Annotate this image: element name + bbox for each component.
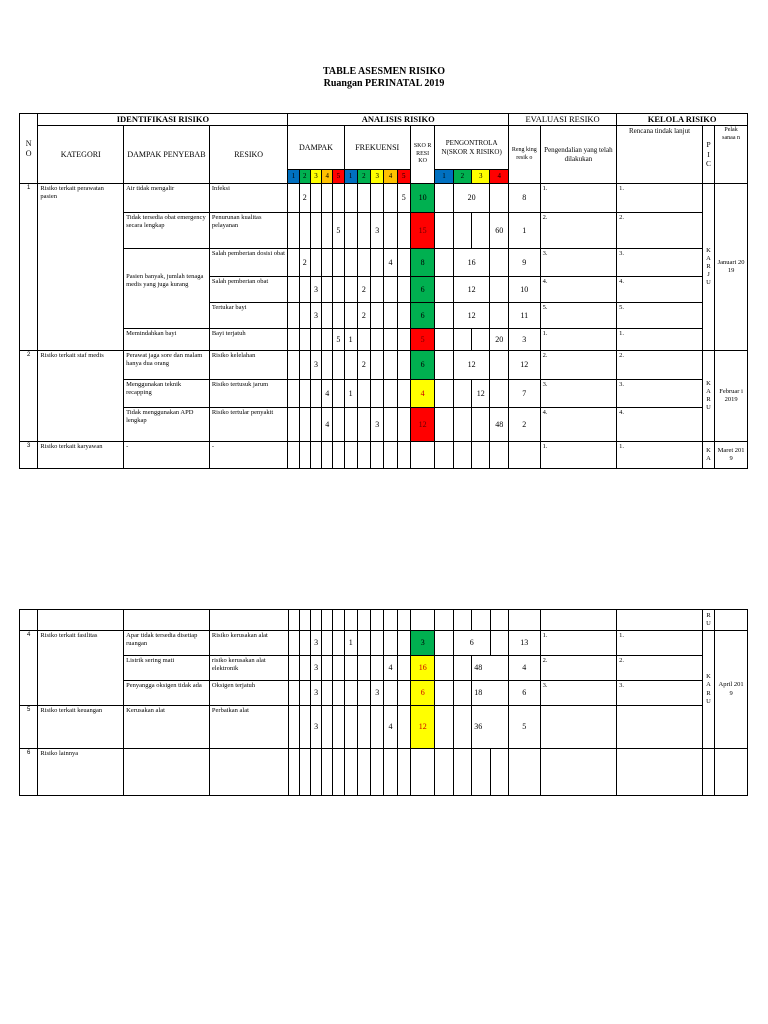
cell-rank: 13 <box>508 631 540 656</box>
cell-penyebab: Tidak tersedia obat emergency secara lengkap <box>124 213 210 249</box>
cell-ctrl: 12 <box>453 351 490 380</box>
cell-resiko: risiko kerusakan alat elektronik <box>209 656 288 681</box>
cell-penyebab: Penyangga oksigen tidak ada <box>124 681 210 706</box>
cell-rencana: 2. <box>617 213 703 249</box>
cell-pengendalian: 1. <box>540 442 617 469</box>
table-row <box>20 380 748 408</box>
cell-pengendalian: 1. <box>540 329 617 351</box>
cell-rank: 3 <box>508 329 540 351</box>
cell-pengendalian: 2. <box>540 351 617 380</box>
table-row <box>20 681 748 706</box>
cell-dampak: 2 <box>299 184 310 213</box>
table-row <box>20 442 748 469</box>
cell-frekuensi: 3 <box>371 408 384 442</box>
table-row <box>20 329 748 351</box>
table-row <box>20 249 748 277</box>
cell-penyebab: Tidak menggunakan APD lengkap <box>124 408 210 442</box>
cell-pengendalian: 3. <box>540 249 617 277</box>
cell-frekuensi: 2 <box>357 303 370 329</box>
cell-resiko: Risiko kelelahan <box>209 351 288 380</box>
group-no: 6 <box>20 749 38 796</box>
cell-rencana: 1. <box>617 442 703 469</box>
cell-pengendalian: 3. <box>540 380 617 408</box>
header-kategori: KATEGORI <box>38 126 124 184</box>
cell-dampak: 5 <box>333 213 344 249</box>
table-row <box>20 408 748 442</box>
cell-rencana: 1. <box>617 184 703 213</box>
header-rangking: Reng king resik o <box>508 126 540 184</box>
header-no: N O <box>20 114 38 184</box>
group-month: Februar i 2019 <box>715 351 748 442</box>
scale-frekuensi-3: 3 <box>371 170 384 184</box>
header-dampak: DAMPAK <box>288 126 344 170</box>
cell-ctrl: 36 <box>472 706 509 749</box>
cell-frekuensi: 3 <box>371 681 384 706</box>
header-pengendalian: Pengendalian yang telah dilakukan <box>540 126 617 184</box>
cell-skor: 4 <box>410 380 434 408</box>
scale-dampak-1: 1 <box>288 170 299 184</box>
cell-dampak: 5 <box>333 329 344 351</box>
header-analisis: ANALISIS RISIKO <box>288 114 509 126</box>
cell-dampak: 2 <box>299 249 310 277</box>
cell-resiko: Infeksi <box>209 184 288 213</box>
group-no: 4 <box>20 631 38 706</box>
table-row <box>20 706 748 749</box>
header-skor: SKO R RESI KO <box>410 126 434 184</box>
cell-pengendalian: 4. <box>540 408 617 442</box>
cell-rank: 7 <box>508 380 540 408</box>
cell-skor: 3 <box>410 631 435 656</box>
group-month: Januari 2019 <box>715 184 748 351</box>
cell-rank: 12 <box>508 351 540 380</box>
group-month: Maret 2019 <box>715 442 748 469</box>
cell-ctrl: 60 <box>490 213 509 249</box>
scale-dampak-5: 5 <box>333 170 344 184</box>
cell-resiko: Oksigen terjatuh <box>209 681 288 706</box>
cell-pengendalian: 2. <box>540 656 617 681</box>
cell-penyebab: Pasien banyak, jumlah tenaga medis yang juga kurang <box>124 249 210 329</box>
header-rencana: Rencana tindak lanjut <box>617 126 703 184</box>
cell-rank: 2 <box>508 408 540 442</box>
risk-table-page-2 <box>19 609 748 796</box>
cell-skor: 5 <box>410 329 434 351</box>
cell-rencana: 1. <box>617 329 703 351</box>
cell-ctrl: 6 <box>453 631 490 656</box>
table-row <box>20 631 748 656</box>
cell-rank: 4 <box>508 656 540 681</box>
cell-penyebab: - <box>124 442 210 469</box>
group-kategori: Risiko terkait keuangan <box>38 706 124 749</box>
header-dampak-penyebab: DAMPAK PENYEBAB <box>124 126 210 184</box>
cell-pengendalian: 1. <box>540 631 617 656</box>
header-pelaksanaan: Pelak sanaa n <box>715 126 748 184</box>
group-no: 3 <box>20 442 38 469</box>
cell-rencana: 1. <box>617 631 703 656</box>
cell-rencana: 3. <box>617 681 703 706</box>
cell-frekuensi: 4 <box>384 706 397 749</box>
cell-skor: 6 <box>410 277 434 303</box>
cell-resiko: Bayi terjatuh <box>209 329 288 351</box>
cell-rank: 5 <box>508 706 540 749</box>
cell-rencana: 3. <box>617 380 703 408</box>
cell-pengendalian: 2. <box>540 213 617 249</box>
scale-ctrl-1: 1 <box>435 170 453 184</box>
cell-frekuensi: 4 <box>384 249 397 277</box>
cell-penyebab: Kerusakan alat <box>124 706 210 749</box>
cell-frekuensi: 4 <box>384 656 397 681</box>
cell-frekuensi: 1 <box>344 631 357 656</box>
cell-rank: 8 <box>508 184 540 213</box>
cell-ctrl: 12 <box>472 380 490 408</box>
group-month: April 2019 <box>715 631 748 749</box>
cell-skor: 6 <box>410 681 435 706</box>
scale-ctrl-2: 2 <box>453 170 471 184</box>
group-no: 5 <box>20 706 38 749</box>
scale-frekuensi-4: 4 <box>384 170 397 184</box>
cell-frekuensi: 3 <box>371 213 384 249</box>
table-row <box>20 184 748 213</box>
scale-ctrl-3: 3 <box>472 170 490 184</box>
cell-rank: 6 <box>508 681 540 706</box>
cell-pengendalian: 5. <box>540 303 617 329</box>
page-title: TABLE ASESMEN RISIKO <box>322 66 446 77</box>
cell-pengendalian: 3. <box>540 681 617 706</box>
cell-ctrl: 12 <box>453 277 490 303</box>
cell-skor: 16 <box>410 656 435 681</box>
cell-dampak: 4 <box>322 380 333 408</box>
cell-rank: 11 <box>508 303 540 329</box>
cell-rank: 1 <box>508 213 540 249</box>
cell-rencana: 2. <box>617 656 703 681</box>
group-pic: K A R U <box>702 631 714 749</box>
scale-frekuensi-1: 1 <box>344 170 357 184</box>
cell-ctrl: 48 <box>472 656 509 681</box>
cell-frekuensi: 2 <box>357 351 370 380</box>
table-row <box>20 351 748 380</box>
group-pic: K A R U <box>702 351 714 442</box>
scale-frekuensi-5: 5 <box>397 170 410 184</box>
cell-ctrl: 16 <box>453 249 490 277</box>
scale-ctrl-4: 4 <box>490 170 509 184</box>
cell-skor: 8 <box>410 249 434 277</box>
cell-ctrl: 48 <box>490 408 509 442</box>
cell-dampak: 3 <box>310 681 321 706</box>
group-kategori: Risiko terkait staf medis <box>38 351 124 442</box>
cell-frekuensi: 2 <box>357 277 370 303</box>
cell-rencana: 3. <box>617 249 703 277</box>
cell-pengendalian: 4. <box>540 277 617 303</box>
cell-dampak: 3 <box>310 351 321 380</box>
cell-frekuensi: 1 <box>344 329 357 351</box>
cell-resiko: Salah pemberian dosisi obat <box>209 249 288 277</box>
cell-dampak: 4 <box>322 408 333 442</box>
cell-resiko: Risiko tertusuk jarum <box>209 380 288 408</box>
cell-penyebab: Listrik sering mati <box>124 656 210 681</box>
cell-resiko: Salah pemberian obat <box>209 277 288 303</box>
cell-skor: 12 <box>410 706 435 749</box>
table-row <box>20 656 748 681</box>
header-kelola: KELOLA RISIKO <box>617 114 748 126</box>
table-row <box>20 213 748 249</box>
scale-frekuensi-2: 2 <box>357 170 370 184</box>
cell-resiko: Perbaikan alat <box>209 706 288 749</box>
group-no: 1 <box>20 184 38 351</box>
scale-dampak-2: 2 <box>299 170 310 184</box>
group-kategori: Risiko terkait karyawan <box>38 442 124 469</box>
header-pengontrolan: PENGONTROLA N(SKOR X RISIKO) <box>435 126 509 170</box>
scale-dampak-4: 4 <box>322 170 333 184</box>
page-subtitle: Ruangan PERINATAL 2019 <box>323 78 445 89</box>
cell-ctrl: 20 <box>490 329 509 351</box>
cell-resiko: Penurunan kualitas pelayanan <box>209 213 288 249</box>
cell-rencana: 5. <box>617 303 703 329</box>
cell-dampak: 3 <box>310 706 321 749</box>
cell-resiko: Risiko tertular penyakit <box>209 408 288 442</box>
cell-penyebab: Apar tidak tersedia disetiap ruangan <box>124 631 210 656</box>
cell-frekuensi: 5 <box>397 184 410 213</box>
header-evaluasi: EVALUASI RESIKO <box>508 114 616 126</box>
cell-skor: 6 <box>410 303 434 329</box>
cell-skor: 10 <box>410 184 434 213</box>
cell-ctrl: 20 <box>453 184 490 213</box>
cell-skor: 15 <box>410 213 434 249</box>
cell-dampak: 3 <box>310 631 321 656</box>
cell-penyebab: Perawat jaga sore dan malam hanya dua orang <box>124 351 210 380</box>
group-no: 2 <box>20 351 38 442</box>
header-identifikasi: IDENTIFIKASI RISIKO <box>38 114 288 126</box>
cell-dampak: 3 <box>310 656 321 681</box>
cell-frekuensi: 1 <box>344 380 357 408</box>
cell-penyebab: Air tidak mengalir <box>124 184 210 213</box>
risk-table-page-1 <box>19 113 748 469</box>
group-pic: K A R J U <box>702 184 714 351</box>
group-kategori: Risiko terkait perawatan pasien <box>38 184 124 351</box>
cell-penyebab: Memindahkan bayi <box>124 329 210 351</box>
table-row <box>20 610 748 631</box>
pic-continuation: R U <box>702 610 714 631</box>
cell-dampak: 3 <box>310 277 321 303</box>
cell-penyebab: Menggunakan teknik recapping <box>124 380 210 408</box>
cell-rank: 10 <box>508 277 540 303</box>
group-kategori: Risiko terkait fasilitas <box>38 631 124 706</box>
header-pic: P I C <box>702 126 714 184</box>
cell-resiko: Tertukar bayi <box>209 303 288 329</box>
cell-rencana: 4. <box>617 408 703 442</box>
cell-dampak: 3 <box>310 303 321 329</box>
scale-dampak-3: 3 <box>310 170 321 184</box>
cell-skor: 6 <box>410 351 434 380</box>
cell-skor: 12 <box>410 408 434 442</box>
cell-rencana: 4. <box>617 277 703 303</box>
group-pic: K A <box>702 442 714 469</box>
cell-resiko: Risiko kerusakan alat <box>209 631 288 656</box>
cell-rencana: 2. <box>617 351 703 380</box>
cell-pengendalian: 1. <box>540 184 617 213</box>
table-row <box>20 749 748 796</box>
cell-resiko: - <box>209 442 288 469</box>
header-resiko: RESIKO <box>209 126 288 184</box>
header-frekuensi: FREKUENSI <box>344 126 410 170</box>
cell-ctrl: 12 <box>453 303 490 329</box>
cell-rank: 9 <box>508 249 540 277</box>
group-kategori: Risiko lainnya <box>38 749 124 796</box>
cell-ctrl: 18 <box>472 681 509 706</box>
